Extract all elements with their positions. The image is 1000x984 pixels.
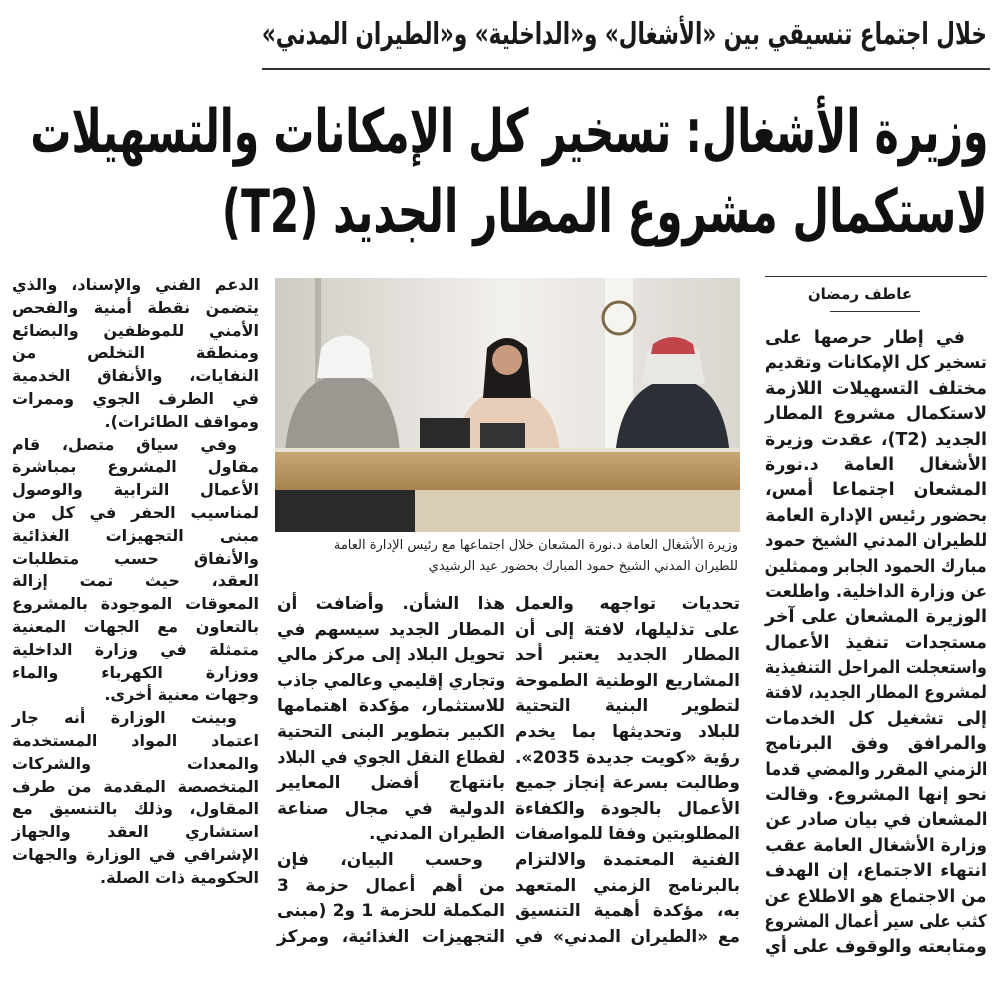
text-line-content: بانتهاج أفضل المعايير bbox=[277, 773, 505, 794]
fitted-text: وزيرة الأشغال: تسخير كل الإمكانات والتسهيلات bbox=[30, 97, 988, 167]
text-line-content: تحويل البلاد إلى مركز مالي bbox=[277, 645, 505, 666]
text-line bbox=[12, 502, 259, 525]
kicker-divider bbox=[262, 68, 990, 70]
text-line-content: للبلاد وتحديثها بما يخدم bbox=[515, 721, 740, 742]
text-line-content: الدولية في مجال صناعة bbox=[277, 798, 505, 819]
text-line-content: مقاول المشروع بمباشرة bbox=[12, 457, 259, 477]
text-line-content: الأعمال بالجودة والكفاءة bbox=[515, 798, 740, 819]
text-line bbox=[515, 925, 740, 951]
text-line bbox=[765, 377, 987, 402]
text-line bbox=[277, 746, 505, 772]
text-line bbox=[277, 618, 505, 644]
text-line bbox=[12, 684, 259, 707]
text-line-content: وتجاري إقليمي وعالمي جاذب bbox=[277, 670, 505, 691]
byline: عاطف رمضان bbox=[807, 285, 913, 303]
text-line bbox=[12, 365, 259, 388]
text-line-content: المشاريع الوطنية الطموحة bbox=[515, 670, 740, 691]
text-line-content: ومنطقة التخلص من bbox=[12, 343, 259, 363]
article-column-3 bbox=[277, 592, 505, 950]
text-line-content: المتخصصة المقدمة من طرف bbox=[12, 776, 259, 796]
text-line-content: اعتماد المواد المستخدمة bbox=[12, 730, 259, 750]
text-line bbox=[12, 388, 259, 411]
text-line bbox=[515, 643, 740, 669]
byline-bottom-rule bbox=[830, 311, 920, 312]
text-line-content: يتضمن نقطة أمنية والفحص bbox=[12, 297, 259, 317]
text-line bbox=[277, 771, 505, 797]
text-line-content: النفايات، والأنفاق الخدمية bbox=[12, 366, 259, 386]
text-line bbox=[12, 274, 259, 297]
text-line bbox=[277, 720, 505, 746]
text-line bbox=[277, 848, 505, 874]
text-line-content: المقاول، وذلك بالتنسيق مع bbox=[12, 799, 259, 819]
text-line bbox=[765, 504, 987, 529]
text-line bbox=[765, 834, 987, 859]
text-line bbox=[515, 618, 740, 644]
article-column-1 bbox=[765, 326, 987, 961]
text-line bbox=[765, 859, 987, 884]
text-line-content: الكبير بتطوير البنى التحتية bbox=[277, 721, 505, 742]
kicker-headline bbox=[262, 10, 987, 60]
text-line-content: لاستكمال مشروع المطار bbox=[765, 404, 987, 425]
text-line-content: الوزيرة المشعان على آخر bbox=[765, 607, 987, 628]
text-line bbox=[765, 631, 987, 656]
text-line-content: في إطار حرصها على bbox=[765, 328, 965, 348]
text-line-content: وبينت الوزارة أنه جار bbox=[12, 708, 237, 728]
text-line-content: به، مؤكدة أهمية التنسيق bbox=[515, 901, 740, 922]
text-line-content: المكملة للحزمة 1 و2 (مبنى bbox=[277, 901, 505, 922]
text-line-content: استشاري العقد والجهاز bbox=[12, 822, 259, 842]
text-line bbox=[515, 771, 740, 797]
text-line bbox=[12, 707, 259, 730]
text-line bbox=[765, 808, 987, 833]
text-line bbox=[12, 639, 259, 662]
article-column-4 bbox=[12, 274, 259, 890]
text-line bbox=[12, 616, 259, 639]
text-line-content: الإشرافي في الوزارة والجهات bbox=[12, 844, 259, 864]
text-line-content: مع «الطيران المدني» في bbox=[515, 926, 740, 947]
byline-top-rule bbox=[765, 276, 987, 277]
text-line bbox=[765, 783, 987, 808]
text-line-content: لمشروع المطار الجديد، لافتة bbox=[765, 683, 987, 704]
text-line bbox=[765, 681, 987, 706]
photo-caption-line-2: للطيران المدني الشيخ حمود المبارك بحضور عيد الرشيدي bbox=[428, 559, 738, 574]
text-line-content: الحكومية ذات الصلة. bbox=[100, 867, 259, 887]
text-line-content: بالبرنامج الزمني المتعهد bbox=[515, 875, 740, 896]
text-line bbox=[277, 925, 505, 951]
text-line bbox=[277, 899, 505, 925]
text-line bbox=[12, 479, 259, 502]
text-line-content: بالتعاون مع الجهات المعنية bbox=[12, 616, 259, 636]
text-line-content: والمرافق وفق البرنامج bbox=[765, 734, 987, 755]
text-line-content: المشعان اجتماعا أمس، bbox=[765, 480, 987, 501]
text-line-content: الجديد (T2)، عقدت وزيرة bbox=[765, 429, 987, 450]
text-line bbox=[765, 402, 987, 427]
text-line-content: المشعان في بيان صادر عن bbox=[765, 810, 987, 831]
text-line bbox=[765, 529, 987, 554]
text-line bbox=[12, 867, 259, 890]
text-line bbox=[515, 797, 740, 823]
text-line bbox=[12, 753, 259, 776]
text-line-content: مختلف التسهيلات اللازمة bbox=[765, 378, 987, 399]
text-line-content: الفنية المعتمدة والالتزام bbox=[515, 849, 740, 870]
text-line bbox=[12, 456, 259, 479]
article-photo bbox=[275, 278, 740, 532]
text-line bbox=[277, 669, 505, 695]
text-line bbox=[12, 297, 259, 320]
headline-line-2 bbox=[222, 172, 988, 252]
text-line bbox=[12, 798, 259, 821]
photo-caption bbox=[280, 535, 738, 577]
text-line-content: مبنى التجهيزات الغذائية bbox=[12, 525, 259, 545]
text-line bbox=[765, 428, 987, 453]
text-line-content: انتهاء الاجتماع، إن الهدف bbox=[765, 861, 987, 882]
text-line bbox=[12, 411, 259, 434]
meeting-photo-illustration bbox=[275, 278, 740, 532]
text-line-content: متمثلة في وزارة الداخلية bbox=[12, 639, 259, 659]
text-line-content: المعوقات الموجودة بالمشروع bbox=[12, 594, 259, 614]
text-line-content: الدعم الفني والإسناد، والذي bbox=[12, 275, 259, 294]
text-line-content: الأعمال الترابية والوصول bbox=[12, 480, 259, 500]
text-line-content: ومواقف الطائرات). bbox=[104, 411, 259, 431]
text-line-content: لقطاع النقل الجوي في البلاد bbox=[277, 747, 505, 768]
text-line bbox=[765, 935, 987, 960]
text-line bbox=[765, 910, 987, 935]
text-line-content: العقد، حيث تمت إزالة bbox=[12, 571, 259, 591]
text-line bbox=[765, 580, 987, 605]
text-line bbox=[12, 662, 259, 685]
text-line bbox=[765, 758, 987, 783]
text-line-content: واستعجلت المراحل التنفيذية bbox=[765, 658, 987, 679]
text-line-content: هذا الشأن. وأضافت أن bbox=[277, 594, 505, 614]
text-line bbox=[12, 320, 259, 343]
text-line bbox=[765, 326, 987, 351]
text-line bbox=[765, 351, 987, 376]
text-line bbox=[277, 822, 505, 848]
text-line bbox=[515, 874, 740, 900]
text-line bbox=[515, 694, 740, 720]
text-line bbox=[765, 555, 987, 580]
text-line-content: مبارك الحمود الجابر وممثلين bbox=[765, 556, 987, 577]
text-line-content: للطيران المدني الشيخ حمود bbox=[765, 531, 987, 552]
text-line-content: المطلوبتين وفقا للمواصفات bbox=[515, 824, 740, 845]
text-line bbox=[277, 643, 505, 669]
text-line-content: وجهات معنية أخرى. bbox=[104, 685, 259, 705]
headline-line-1 bbox=[30, 92, 988, 172]
text-line-content: الأشغال العامة د.نورة bbox=[765, 454, 987, 475]
text-line-content: الطيران المدني. bbox=[368, 824, 505, 845]
text-line bbox=[12, 730, 259, 753]
fitted-text: خلال اجتماع تنسيقي بين «الأشغال» و«الداخلية» و«الطيران المدني» bbox=[262, 17, 987, 52]
text-line-content: بحضور رئيس الإدارة العامة bbox=[765, 505, 987, 526]
text-line-content: على تذليلها، لافتة إلى أن bbox=[515, 619, 740, 640]
article-column-2 bbox=[515, 592, 740, 950]
text-line bbox=[765, 656, 987, 681]
text-line-content: الأمني للموظفين والبضائع bbox=[12, 320, 259, 340]
text-line bbox=[12, 342, 259, 365]
text-line-content: كثب على سير أعمال المشروع bbox=[765, 911, 987, 932]
text-line bbox=[12, 593, 259, 616]
text-line-content: والمعدات والشركات bbox=[12, 753, 259, 773]
text-line-content: تحديات تواجهه والعمل bbox=[515, 594, 740, 614]
text-line-content: الزمني المقرر والمضي قدما bbox=[765, 759, 987, 780]
text-line-content: والأنفاق حسب متطلبات bbox=[12, 548, 259, 568]
text-line-content: في الطرف الجوي وممرات bbox=[12, 388, 259, 408]
text-line-content: وفي سياق متصل، قام bbox=[12, 434, 237, 454]
text-line bbox=[765, 707, 987, 732]
text-line-content: وطالبت بسرعة إنجاز جميع bbox=[515, 773, 740, 794]
text-line bbox=[515, 592, 740, 618]
text-line-content: ومتابعته والوقوف على أي bbox=[765, 937, 987, 958]
text-line bbox=[515, 720, 740, 746]
text-line bbox=[12, 434, 259, 457]
text-line bbox=[515, 746, 740, 772]
text-line bbox=[277, 797, 505, 823]
text-line-content: من أهم أعمال حزمة 3 bbox=[277, 875, 505, 896]
text-line-content: من الاجتماع هو الاطلاع عن bbox=[765, 886, 987, 907]
text-line bbox=[12, 776, 259, 799]
text-line-content: المطار الجديد يعتبر أحد bbox=[515, 645, 740, 666]
text-line-content: نحو إنها المشروع. وقالت bbox=[765, 785, 987, 806]
text-line-content: مستجدات تنفيذ الأعمال bbox=[765, 632, 987, 653]
text-line-content: تسخير كل الإمكانات وتقديم bbox=[765, 353, 987, 374]
text-line-content: المطار الجديد سيسهم في bbox=[277, 619, 505, 640]
fitted-text: لاستكمال مشروع المطار الجديد (T2) bbox=[222, 177, 988, 247]
text-line-content: وحسب البيان، فإن bbox=[277, 849, 483, 870]
text-line bbox=[515, 822, 740, 848]
text-line bbox=[12, 570, 259, 593]
text-line bbox=[12, 548, 259, 571]
text-line-content: لتطوير البنية التحتية bbox=[515, 696, 740, 717]
text-line-content: وزارة الأشغال العامة عقب bbox=[765, 835, 987, 856]
text-line bbox=[765, 732, 987, 757]
text-line-content: إلى تشغيل كل الخدمات bbox=[765, 708, 987, 729]
text-line bbox=[765, 478, 987, 503]
text-line bbox=[277, 874, 505, 900]
text-line bbox=[515, 899, 740, 925]
text-line bbox=[765, 885, 987, 910]
text-line-content: رؤية «كويت جديدة 2035». bbox=[515, 747, 740, 768]
text-line bbox=[515, 669, 740, 695]
text-line bbox=[277, 694, 505, 720]
text-line bbox=[277, 592, 505, 618]
text-line bbox=[12, 821, 259, 844]
text-line bbox=[12, 844, 259, 867]
text-line-content: التجهيزات الغذائية، ومركز bbox=[277, 926, 505, 947]
text-line bbox=[12, 525, 259, 548]
text-line-content: لمناسيب الحفر في كل من bbox=[12, 502, 259, 522]
text-line bbox=[515, 848, 740, 874]
text-line-content: ووزارة الكهرباء والماء bbox=[12, 662, 259, 682]
text-line bbox=[765, 453, 987, 478]
text-line-content: للاستثمار، مؤكدة اهتمامها bbox=[277, 696, 505, 717]
photo-caption-line-1: وزيرة الأشغال العامة د.نورة المشعان خلال اجتماعها مع رئيس الإدارة العامة bbox=[333, 538, 738, 553]
text-line-content: عن وزارة الداخلية. واطلعت bbox=[765, 581, 987, 602]
text-line bbox=[765, 605, 987, 630]
